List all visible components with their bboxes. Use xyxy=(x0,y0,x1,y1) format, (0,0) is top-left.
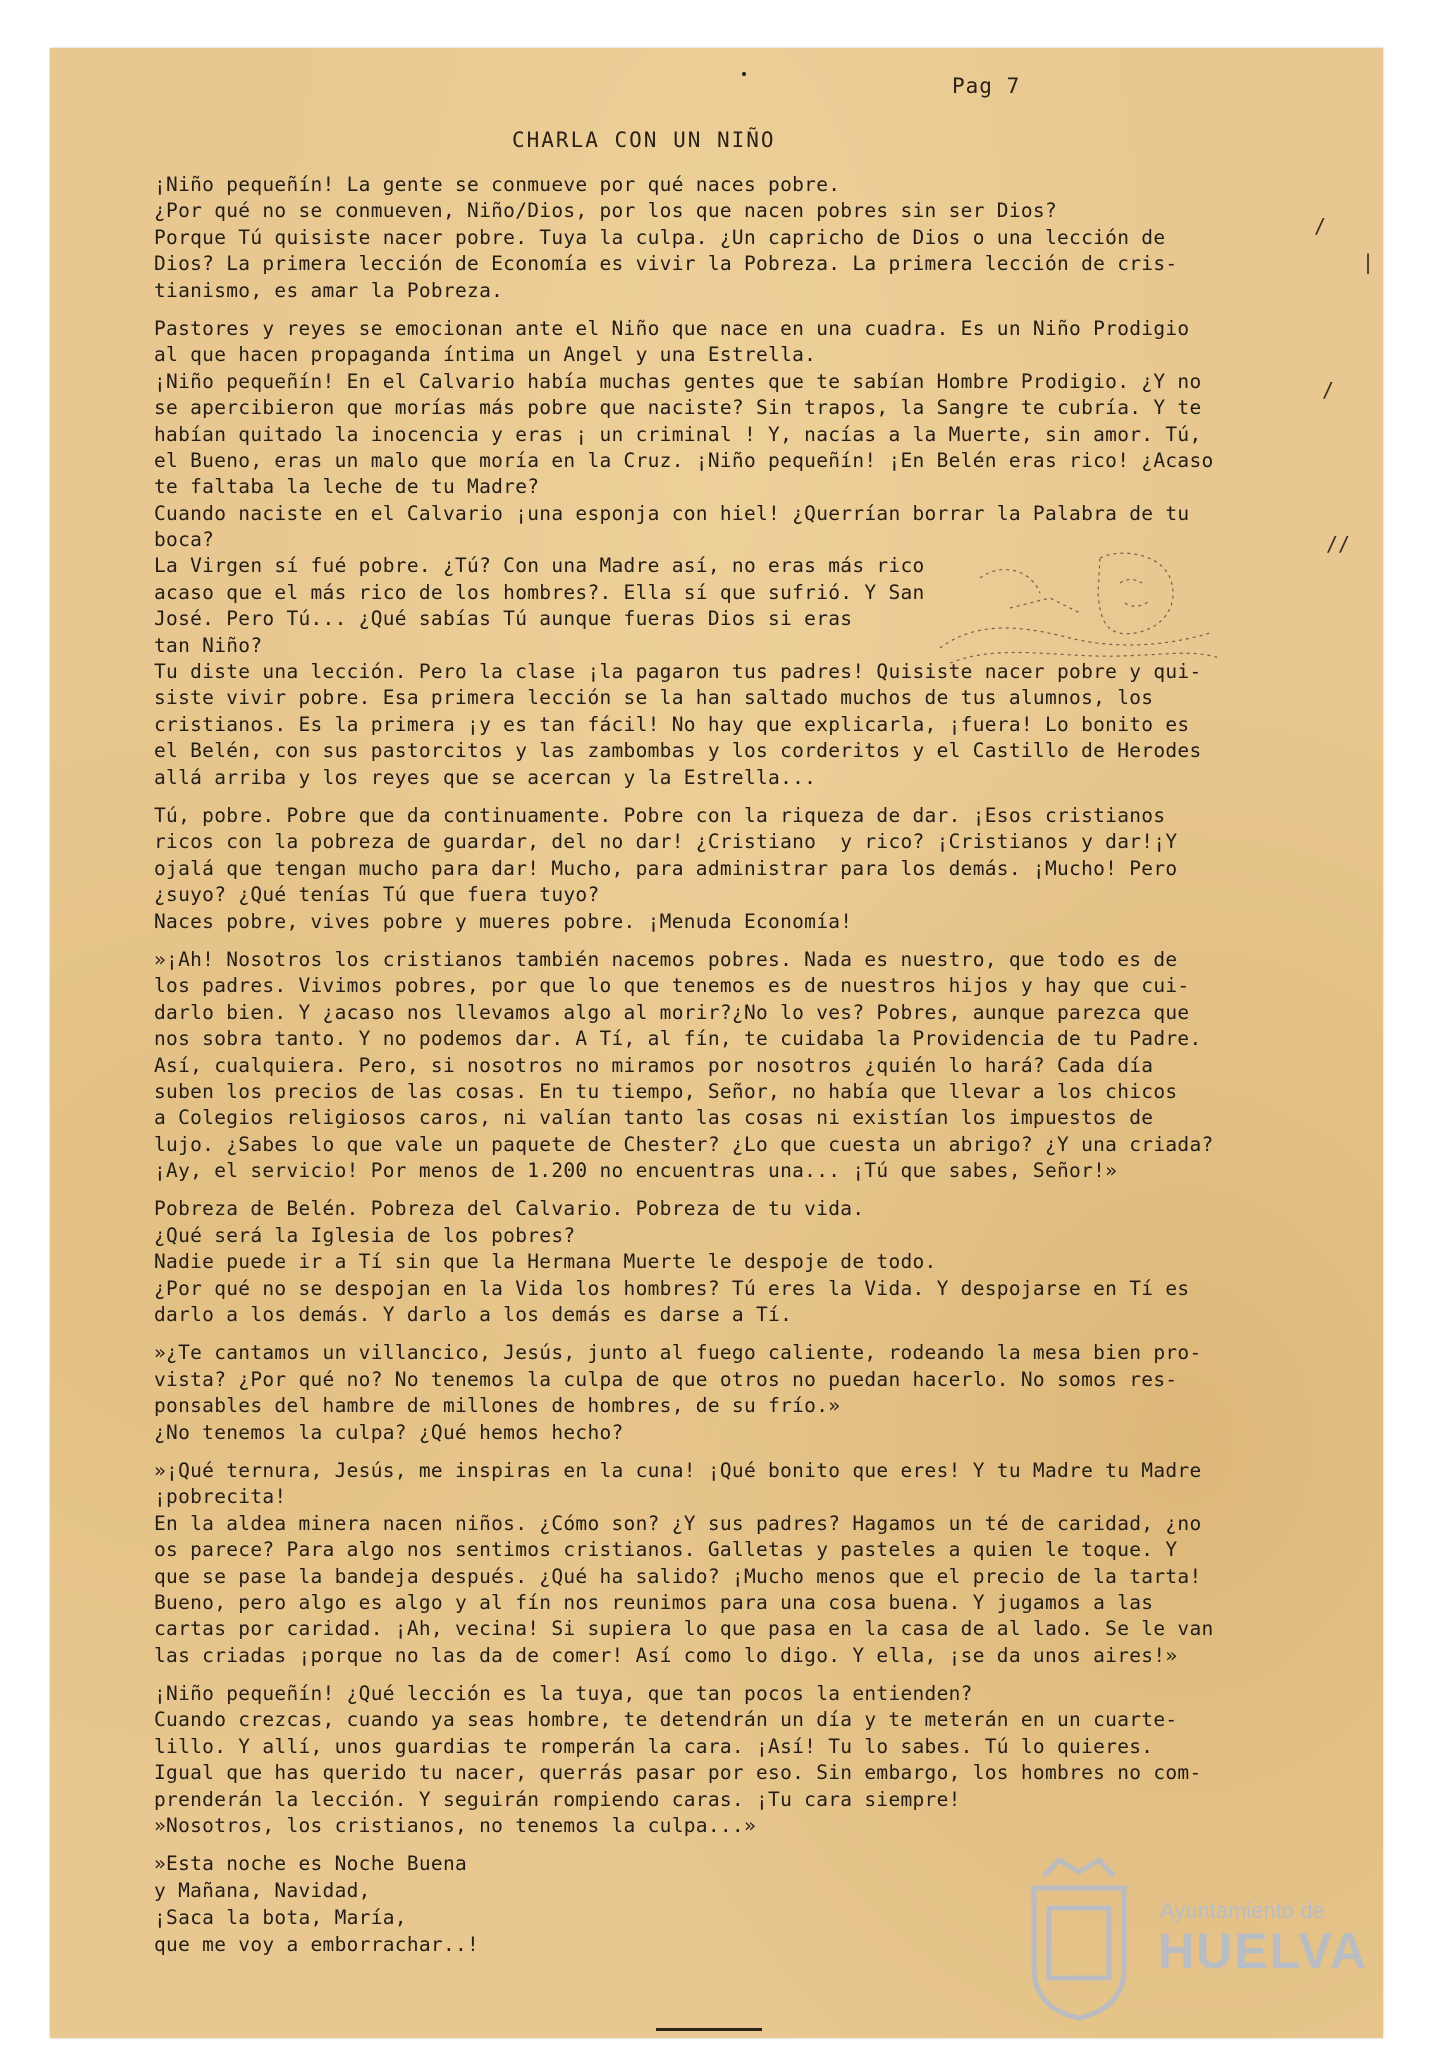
sketch-drawing xyxy=(920,538,1230,678)
watermark-line1: Ayuntamiento de xyxy=(1160,1898,1325,1923)
text-line: suben los precios de las cosas. En tu tiempo, Señor, no había que llevar a los chicos xyxy=(154,1079,1178,1103)
paragraph xyxy=(154,172,1304,304)
page-title: CHARLA CON UN NIÑO xyxy=(512,128,776,152)
text-line: habían quitado la inocencia y eras ¡ un criminal ! Y, nacías a la Muerte, sin amor. Tú, xyxy=(154,422,1202,446)
text-line: ricos con la pobreza de guardar, del no dar! ¿Cristiano y rico? ¡Cristianos y dar!¡Y xyxy=(154,830,1178,854)
text-line: acaso que el más rico de los hombres?. Ella sí que sufrió. Y San xyxy=(154,580,925,604)
text-line: ¿No tenemos la culpa? ¿Qué hemos hecho? xyxy=(154,1420,624,1444)
text-line: ¡Niño pequeñín! La gente se conmueve por qué naces pobre. xyxy=(154,173,841,196)
text-line: prenderán la lección. Y seguirán rompiendo caras. ¡Tu cara siempre! xyxy=(154,1787,961,1811)
text-line: ¿Por qué no se despojan en la Vida los hombres? Tú eres la Vida. Y despojarse en Tí es xyxy=(154,1276,1190,1300)
text-line: ¡Ay, el servicio! Por menos de 1.200 no encuentras una... ¡Tú que sabes, Señor!» xyxy=(154,1159,1118,1183)
text-line: ¡Niño pequeñín! En el Calvario había muchas gentes que te sabían Hombre Prodigio. ¿Y no xyxy=(154,369,1202,393)
text-line: Nadie puede ir a Tí sin que la Hermana Muerte le despoje de todo. xyxy=(154,1250,937,1274)
text-line: las criadas ¡porque no las da de comer! Así como lo digo. Y ella, ¡se da unos aires!» xyxy=(154,1643,1178,1667)
margin-mark: | xyxy=(1362,250,1375,274)
text-line: que se pase la bandeja después. ¿Qué ha salido? ¡Mucho menos que el precio de la tarta! xyxy=(154,1564,1202,1588)
paragraph xyxy=(154,803,1304,935)
text-line: los padres. Vivimos pobres, por que lo que tenemos es de nuestros hijos y hay que cui- xyxy=(154,974,1190,998)
text-line: tianismo, es amar la Pobreza. xyxy=(154,278,504,302)
text-line: Tu diste una lección. Pero la clase ¡la pagaron tus padres! Quisiste nacer pobre y qui- xyxy=(154,660,1202,684)
text-line: ponsables del hambre de millones de hombres, de su frío.» xyxy=(154,1394,841,1418)
text-line: a Colegios religiosos caros, ni valían tanto las cosas ni existían los impuestos de xyxy=(154,1106,1154,1130)
text-line: La Virgen sí fué pobre. ¿Tú? Con una Madre así, no eras más rico xyxy=(154,554,925,578)
text-line: ojalá que tengan mucho para dar! Mucho, para administrar para los demás. ¡Mucho! Pero xyxy=(154,856,1178,880)
text-line: Tú, pobre. Pobre que da continuamente. Pobre con la riqueza de dar. ¡Esos cristianos xyxy=(154,803,1166,827)
text-line: »¡Qué ternura, Jesús, me inspiras en la cuna! ¡Qué bonito que eres! Y tu Madre tu Madre xyxy=(154,1458,1202,1482)
text-line: »¡Ah! Nosotros los cristianos también nacemos pobres. Nada es nuestro, que todo es de xyxy=(154,947,1178,971)
text-line: vista? ¿Por qué no? No tenemos la culpa de que otros no puedan hacerlo. No somos res- xyxy=(154,1367,1178,1391)
text-line: allá arriba y los reyes que se acercan y la Estrella... xyxy=(154,765,817,789)
margin-mark: // xyxy=(1326,532,1351,556)
text-line: ¡Niño pequeñín! ¿Qué lección es la tuya, que tan pocos la entienden? xyxy=(154,1682,973,1706)
watermark-line2: HUELVA xyxy=(1158,1923,1369,1979)
text-line: te faltaba la leche de tu Madre? xyxy=(154,475,540,499)
text-line: os parece? Para algo nos sentimos cristianos. Galletas y pasteles a quien le toque. Y xyxy=(154,1538,1178,1562)
text-line: ¿Qué será la Iglesia de los pobres? xyxy=(154,1223,576,1247)
text-line: ¿suyo? ¿Qué tenías Tú que fuera tuyo? xyxy=(154,883,600,907)
text-line: lujo. ¿Sabes lo que vale un paquete de Chester? ¿Lo que cuesta un abrigo? ¿Y una criada? xyxy=(154,1132,1214,1156)
text-line: Cuando naciste en el Calvario ¡una esponja con hiel! ¿Querrían borrar la Palabra de tu xyxy=(154,501,1190,525)
text-line: nos sobra tanto. Y no podemos dar. A Tí, al fín, te cuidaba la Providencia de tu Padre. xyxy=(154,1027,1202,1051)
text-line: ¡Saca la bota, María, xyxy=(154,1906,407,1930)
bottom-rule xyxy=(656,2028,762,2031)
paragraph xyxy=(154,1196,1304,1328)
text-line: al que hacen propaganda íntima un Angel y una Estrella. xyxy=(154,343,817,367)
text-line: Porque Tú quisiste nacer pobre. Tuya la culpa. ¿Un capricho de Dios o una lección de xyxy=(154,225,1166,249)
text-line: cristianos. Es la primera ¡y es tan fácil! No hay que explicarla, ¡fuera! Lo bonito es xyxy=(154,712,1190,736)
text-line: que me voy a emborrachar..! xyxy=(154,1933,480,1957)
paragraph xyxy=(154,1340,1304,1446)
text-line: siste vivir pobre. Esa primera lección se la han saltado muchos de tus alumnos, los xyxy=(154,686,1154,710)
text-line: En la aldea minera nacen niños. ¿Cómo son? ¿Y sus padres? Hagamos un té de caridad, ¿no xyxy=(154,1511,1202,1535)
paragraph xyxy=(154,1458,1304,1669)
text-line: el Belén, con sus pastorcitos y las zambombas y los corderitos y el Castillo de Herodes xyxy=(154,739,1202,763)
text-line: »¿Te cantamos un villancico, Jesús, junto al fuego caliente, rodeando la mesa bien pro- xyxy=(154,1341,1202,1365)
margin-mark: / xyxy=(1314,214,1327,238)
text-line: Así, cualquiera. Pero, si nosotros no miramos por nosotros ¿quién lo hará? Cada día xyxy=(154,1053,1154,1077)
text-line: »Nosotros, los cristianos, no tenemos la culpa...» xyxy=(154,1814,756,1838)
margin-mark: / xyxy=(1322,378,1335,402)
text-line: cartas por caridad. ¡Ah, vecina! Si supiera lo que pasa en la casa de al lado. Se le van xyxy=(154,1617,1214,1641)
text-line: darlo a los demás. Y darlo a los demás es darse a Tí. xyxy=(154,1303,793,1327)
text-line: lillo. Y allí, unos guardias te romperán la cara. ¡Así! Tu lo sabes. Tú lo quieres. xyxy=(154,1734,1154,1758)
text-line: darlo bien. Y ¿acaso nos llevamos algo al morir?¿No lo ves? Pobres, aunque parezca que xyxy=(154,1000,1190,1024)
text-line: »Esta noche es Noche Buena xyxy=(154,1852,468,1876)
document-body xyxy=(154,172,1304,1971)
text-line: Igual que has querido tu nacer, querrás pasar por eso. Sin embargo, los hombres no com- xyxy=(154,1761,1202,1785)
text-line: José. Pero Tú... ¿Qué sabías Tú aunque fueras Dios si eras xyxy=(154,607,853,631)
text-line: Naces pobre, vives pobre y mueres pobre. ¡Menuda Economía! xyxy=(154,909,853,933)
text-line: boca? xyxy=(154,528,215,552)
text-line: ¡pobrecita! xyxy=(154,1485,287,1509)
paragraph xyxy=(154,1681,1304,1839)
text-line: Pastores y reyes se emocionan ante el Niño que nace en una cuadra. Es un Niño Prodigio xyxy=(154,316,1190,340)
text-line: y Mañana, Navidad, xyxy=(154,1879,371,1903)
text-line: se apercibieron que morías más pobre que naciste? Sin trapos, la Sangre te cubría. Y te xyxy=(154,396,1202,420)
page-number: Pag 7 xyxy=(952,74,1021,98)
paragraph xyxy=(154,947,1304,1185)
text-line: Cuando crezcas, cuando ya seas hombre, te detendrán un día y te meterán en un cuarte- xyxy=(154,1708,1178,1732)
text-line: Pobreza de Belén. Pobreza del Calvario. Pobreza de tu vida. xyxy=(154,1197,865,1221)
text-line: Dios? La primera lección de Economía es vivir la Pobreza. La primera lección de cris- xyxy=(154,252,1178,276)
text-line: Bueno, pero algo es algo y al fín nos reunimos para una cosa buena. Y jugamos a las xyxy=(154,1590,1154,1614)
text-line: el Bueno, eras un malo que moría en la Cruz. ¡Niño pequeñín! ¡En Belén eras rico! ¿Acaso xyxy=(154,448,1214,472)
text-line: tan Niño? xyxy=(154,633,263,657)
text-line: ¿Por qué no se conmueven, Niño/Dios, por los que nacen pobres sin ser Dios? xyxy=(154,199,1057,223)
ink-dot xyxy=(742,72,746,76)
